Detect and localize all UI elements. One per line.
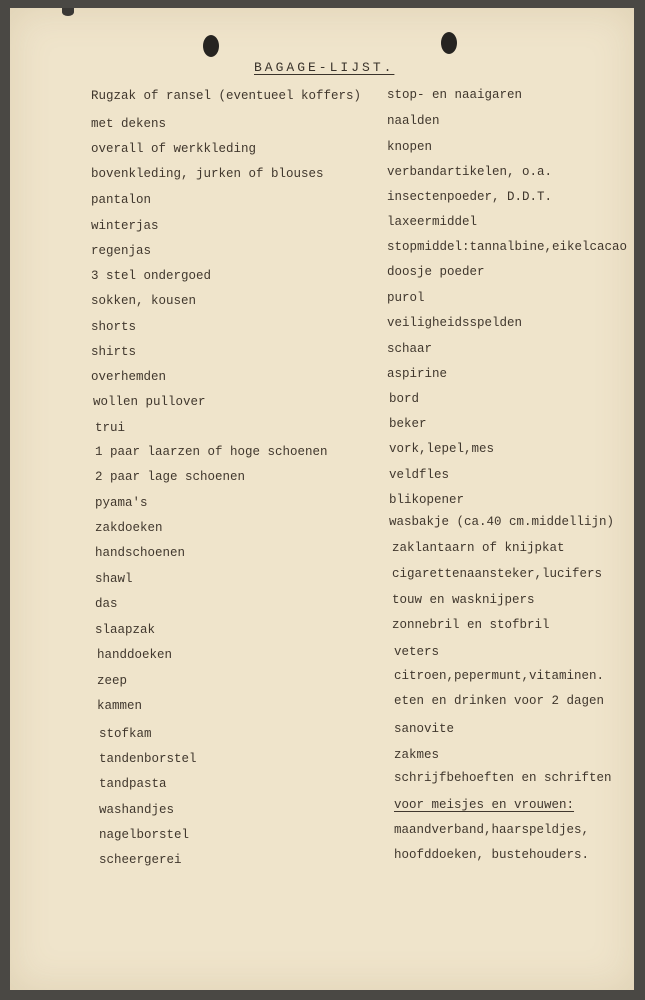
left-list-item: 1 paar laarzen of hoge schoenen	[95, 445, 328, 459]
punch-hole-left	[203, 35, 219, 57]
left-list-item: zeep	[97, 674, 128, 688]
right-list-item: maandverband,haarspeldjes,	[394, 823, 590, 837]
right-list-item: sanovite	[394, 722, 455, 736]
right-list-item: zakmes	[394, 748, 440, 762]
left-list-item: zakdoeken	[95, 521, 163, 535]
left-list-item: regenjas	[91, 244, 152, 258]
left-list-item: handdoeken	[97, 648, 173, 662]
right-list-item: cigarettenaansteker,lucifers	[392, 567, 603, 581]
left-list-item: pyama's	[95, 496, 148, 510]
right-list-item: wasbakje (ca.40 cm.middellijn)	[389, 515, 615, 529]
right-list-item: hoofddoeken, bustehouders.	[394, 848, 590, 862]
right-list-item: knopen	[387, 140, 433, 154]
left-list-item: washandjes	[99, 803, 175, 817]
right-list-item: veiligheidsspelden	[387, 316, 523, 330]
right-list-item: bord	[389, 392, 420, 406]
right-list-item: doosje poeder	[387, 265, 485, 279]
right-list-item: schrijfbehoeften en schriften	[394, 771, 612, 785]
left-list-item: shorts	[91, 320, 137, 334]
right-list-item: insectenpoeder, D.D.T.	[387, 190, 553, 204]
left-list-item: tandpasta	[99, 777, 167, 791]
left-list-item: trui	[95, 421, 126, 435]
page-notch	[62, 8, 74, 16]
section-heading: voor meisjes en vrouwen:	[394, 798, 575, 812]
document-title: BAGAGE-LIJST.	[254, 60, 395, 75]
left-list-item: overhemden	[91, 370, 167, 384]
document-page	[10, 8, 634, 990]
left-list-item: scheergerei	[99, 853, 182, 867]
punch-hole-right	[441, 32, 457, 54]
left-list-item: nagelborstel	[99, 828, 190, 842]
left-list-item: das	[95, 597, 118, 611]
left-list-item: pantalon	[91, 193, 152, 207]
left-list-item: shirts	[91, 345, 137, 359]
left-list-item: winterjas	[91, 219, 159, 233]
left-list-item: 2 paar lage schoenen	[95, 470, 246, 484]
left-list-item: wollen pullover	[93, 395, 206, 409]
right-list-item: laxeermiddel	[387, 215, 478, 229]
left-list-item: kammen	[97, 699, 143, 713]
left-list-item: shawl	[95, 572, 133, 586]
right-list-item: vork,lepel,mes	[389, 442, 495, 456]
right-list-item: schaar	[387, 342, 433, 356]
right-list-item: touw en wasknijpers	[392, 593, 535, 607]
right-list-item: purol	[387, 291, 425, 305]
right-list-item: stopmiddel:tannalbine,eikelcacao	[387, 240, 628, 254]
right-list-item: veldfles	[389, 468, 450, 482]
left-list-item: met dekens	[91, 117, 167, 131]
left-list-item: slaapzak	[95, 623, 156, 637]
right-list-item: naalden	[387, 114, 440, 128]
right-list-item: citroen,pepermunt,vitaminen.	[394, 669, 605, 683]
right-list-item: zonnebril en stofbril	[392, 618, 550, 632]
right-list-item: veters	[394, 645, 440, 659]
right-list-item: stop- en naaigaren	[387, 88, 523, 102]
right-list-item: verbandartikelen, o.a.	[387, 165, 553, 179]
left-list-item: stofkam	[99, 727, 152, 741]
left-list-item: handschoenen	[95, 546, 186, 560]
right-list-item: beker	[389, 417, 427, 431]
right-list-item: zaklantaarn of knijpkat	[392, 541, 565, 555]
left-list-item: overall of werkkleding	[91, 142, 257, 156]
right-list-item: eten en drinken voor 2 dagen	[394, 694, 605, 708]
left-list-item: 3 stel ondergoed	[91, 269, 212, 283]
left-list-item: tandenborstel	[99, 752, 197, 766]
right-list-item: aspirine	[387, 367, 448, 381]
right-list-item: blikopener	[389, 493, 465, 507]
left-list-item: sokken, kousen	[91, 294, 197, 308]
left-list-item: bovenkleding, jurken of blouses	[91, 167, 324, 181]
left-list-item: Rugzak of ransel (eventueel koffers)	[91, 89, 362, 103]
